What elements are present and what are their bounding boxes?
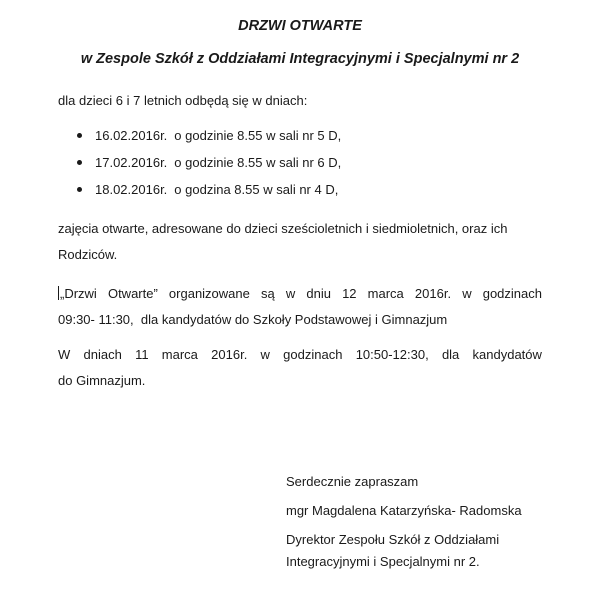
word: Otwarte” [107, 286, 158, 301]
word: dla [441, 347, 460, 362]
word: w [462, 286, 472, 301]
word: w [285, 286, 296, 301]
document-subtitle: w Zespole Szkół z Oddziałami Integracyjnymi i Specjalnymi nr 2 [80, 51, 520, 67]
word: marca [161, 347, 198, 362]
paragraph-line: 09:30- 11:30, dla kandydatów do Szkoły Podstawowej i Gimnazjum [58, 312, 448, 327]
session-detail: o godzinie 8.55 w sali nr 6 D, [174, 155, 342, 170]
word: godzinach [283, 347, 343, 362]
paragraph-line: zajęcia otwarte, adresowane do dzieci sześcioletnich i siedmioletnich, oraz ich [58, 221, 508, 236]
list-item [76, 176, 341, 203]
bullet-icon [77, 187, 82, 192]
session-date: 16.02.2016r. [95, 128, 168, 143]
text-cursor [58, 286, 59, 300]
justified-line [58, 281, 542, 307]
word: kandydatów [472, 347, 542, 362]
paragraph-classes [58, 216, 507, 268]
list-item [76, 122, 341, 149]
bullet-icon [77, 160, 82, 165]
document-title: DRZWI OTWARTE [238, 18, 362, 34]
justified-line [58, 342, 542, 368]
signature-role-line: Integracyjnymi i Specjalnymi nr 2. [286, 554, 480, 569]
word: 10:50-12:30, [355, 347, 429, 362]
word: W [58, 347, 71, 362]
bullet-icon [77, 133, 82, 138]
word: marca [367, 286, 404, 301]
intro-text: dla dzieci 6 i 7 letnich odbędą się w dniach: [58, 93, 308, 108]
signature-role [286, 529, 499, 573]
session-detail: o godzinie 8.55 w sali nr 5 D, [174, 128, 342, 143]
word: 11 [135, 347, 149, 362]
word: są [261, 286, 275, 301]
session-detail: o godzina 8.55 w sali nr 4 D, [174, 182, 339, 197]
session-date: 17.02.2016r. [95, 155, 168, 170]
session-date: 18.02.2016r. [95, 182, 168, 197]
word: organizowane [168, 286, 250, 301]
session-list [76, 122, 341, 203]
word: „Drzwi [60, 286, 97, 301]
word: 2016r. [211, 347, 248, 362]
signature-name: mgr Magdalena Katarzyńska- Radomska [286, 503, 522, 518]
word: 2016r. [414, 286, 452, 301]
paragraph-line: Rodziców. [58, 247, 118, 262]
signature-closing: Serdecznie zapraszam [286, 474, 419, 489]
signature-role-line: Dyrektor Zespołu Szkół z Oddziałami [286, 532, 500, 547]
paragraph-march [58, 342, 542, 394]
paragraph-line: do Gimnazjum. [58, 373, 146, 388]
word: dniu [306, 286, 331, 301]
word: dniach [83, 347, 122, 362]
word: w [260, 347, 270, 362]
word: godzinach [482, 286, 542, 301]
paragraph-open-day [58, 281, 542, 333]
word: 12 [342, 286, 357, 301]
list-item [76, 149, 341, 176]
